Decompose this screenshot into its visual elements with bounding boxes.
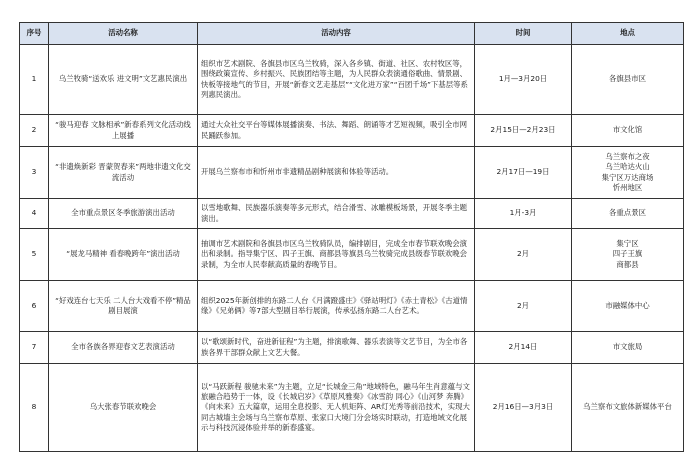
table-row [20, 45, 684, 115]
activity-time: 2月14日 [475, 332, 572, 364]
activity-time: 2月16日—3月3日 [475, 364, 572, 452]
activity-time: 2月17日—19日 [475, 147, 572, 199]
activity-content: 以雪地歌舞、民族器乐演奏等多元形式，结合滑雪、冰雕模板场景，开展冬季主题演出。 [198, 199, 475, 229]
activity-place: 各重点景区 [572, 199, 684, 229]
activity-name: 全市各族各界迎春文艺表演活动 [49, 332, 198, 364]
activity-name: “展龙马精神 看春晚跨年”演出活动 [49, 229, 198, 281]
table-row [20, 364, 684, 452]
header-name: 活动名称 [49, 23, 198, 45]
header-time: 时间 [475, 23, 572, 45]
activity-name: 乌兰牧骑“送欢乐 进文明”文艺惠民演出 [49, 45, 198, 115]
row-number: 6 [20, 281, 49, 332]
table-row [20, 229, 684, 281]
activity-place: 乌兰察布文旅体新媒体平台 [572, 364, 684, 452]
header-content: 活动内容 [198, 23, 475, 45]
table-header-row [20, 23, 684, 45]
activity-content: 通过大众社交平台等媒体展播演奏、书法、舞蹈、朗诵等才艺短视频，吸引全市网民踊跃参加。 [198, 115, 475, 147]
row-number: 2 [20, 115, 49, 147]
row-number: 3 [20, 147, 49, 199]
header-no: 序号 [20, 23, 49, 45]
activity-name: “非遗焕新彩 晋蒙贺春来”两地非遗文化交流活动 [49, 147, 198, 199]
activity-time: 1月-3月 [475, 199, 572, 229]
activity-place: 市文旅局 [572, 332, 684, 364]
header-place: 地点 [572, 23, 684, 45]
activity-time: 2月 [475, 281, 572, 332]
activity-table [19, 22, 684, 452]
activity-place: 市融媒体中心 [572, 281, 684, 332]
activity-content: 组织2025年新创排的东路二人台《月满蹬盛庄》《驿站明灯》《赤土青松》《古道情缘》《兄弟俩》等7部大型剧目举行展演，传承弘扬东路二人台艺术。 [198, 281, 475, 332]
row-number: 7 [20, 332, 49, 364]
row-number: 8 [20, 364, 49, 452]
table-row [20, 199, 684, 229]
activity-name: 乌大张春节联欢晚会 [49, 364, 198, 452]
table-row [20, 115, 684, 147]
table-row [20, 332, 684, 364]
activity-content: 组织市艺术剧院、各旗县市区乌兰牧骑，深入各乡镇、街道、社区、农村牧区等，围绕政策宣传、乡村振兴、民族团结等主题，为人民群众表演通俗歌曲、情景剧、快板等接地气的节目，开展“新春文艺走基层”“文化进万家”“百团千场”下基层等系列惠民演出。 [198, 45, 475, 115]
activity-place: 乌兰察布之夜 乌兰哈达火山 集宁区万达商场 忻州地区 [572, 147, 684, 199]
activity-name: “骏马迎春 文脉相承”新春系列文化活动线上展播 [49, 115, 198, 147]
row-number: 5 [20, 229, 49, 281]
activity-content: 以“歌颂新时代，奋进新征程”为主题，排演歌舞、器乐表演等文艺节目，为全市各族各界干部群众献上文艺大餐。 [198, 332, 475, 364]
table-row [20, 281, 684, 332]
activity-content: 抽调市艺术剧院和各旗县市区乌兰牧骑队员，编排剧目，完成全市春节联欢晚会演出和录制。指导集宁区、四子王旗、商都县等旗县乌兰牧骑完成县级春节联欢晚会录制，为全市人民奉献高质量的春晚节目。 [198, 229, 475, 281]
activity-content: 以“马跃新程 骏驰未来”为主题，立足“长城金三角”地域特色，融马年生肖意蕴与文旅融合趋势于一体，设《长城启岁》《草原风雅奏》《冰雪韵 同心》《山河梦 奔腾》《向未来》五大篇章，运用全息投影、无人机矩阵、AR灯光秀等前沿技术，实现大同古城墙主会场与乌兰察布草原、张家口大境门分会场实时联动，打造地域文化展示与科技沉浸体验并举的新春盛宴。 [198, 364, 475, 452]
activity-content: 开展乌兰察布市和忻州市非遗精品剧种展演和体验等活动。 [198, 147, 475, 199]
activity-name: 全市重点景区冬季旅游演出活动 [49, 199, 198, 229]
row-number: 4 [20, 199, 49, 229]
activity-place: 市文化馆 [572, 115, 684, 147]
activity-time: 2月 [475, 229, 572, 281]
activity-time: 2月15日—2月23日 [475, 115, 572, 147]
activity-time: 1月—3月20日 [475, 45, 572, 115]
row-number: 1 [20, 45, 49, 115]
activity-place: 集宁区 四子王旗 商都县 [572, 229, 684, 281]
activity-name: “好戏连台七天乐 二人台大戏看不停”精品剧目展演 [49, 281, 198, 332]
table-row [20, 147, 684, 199]
activity-place: 各旗县市区 [572, 45, 684, 115]
